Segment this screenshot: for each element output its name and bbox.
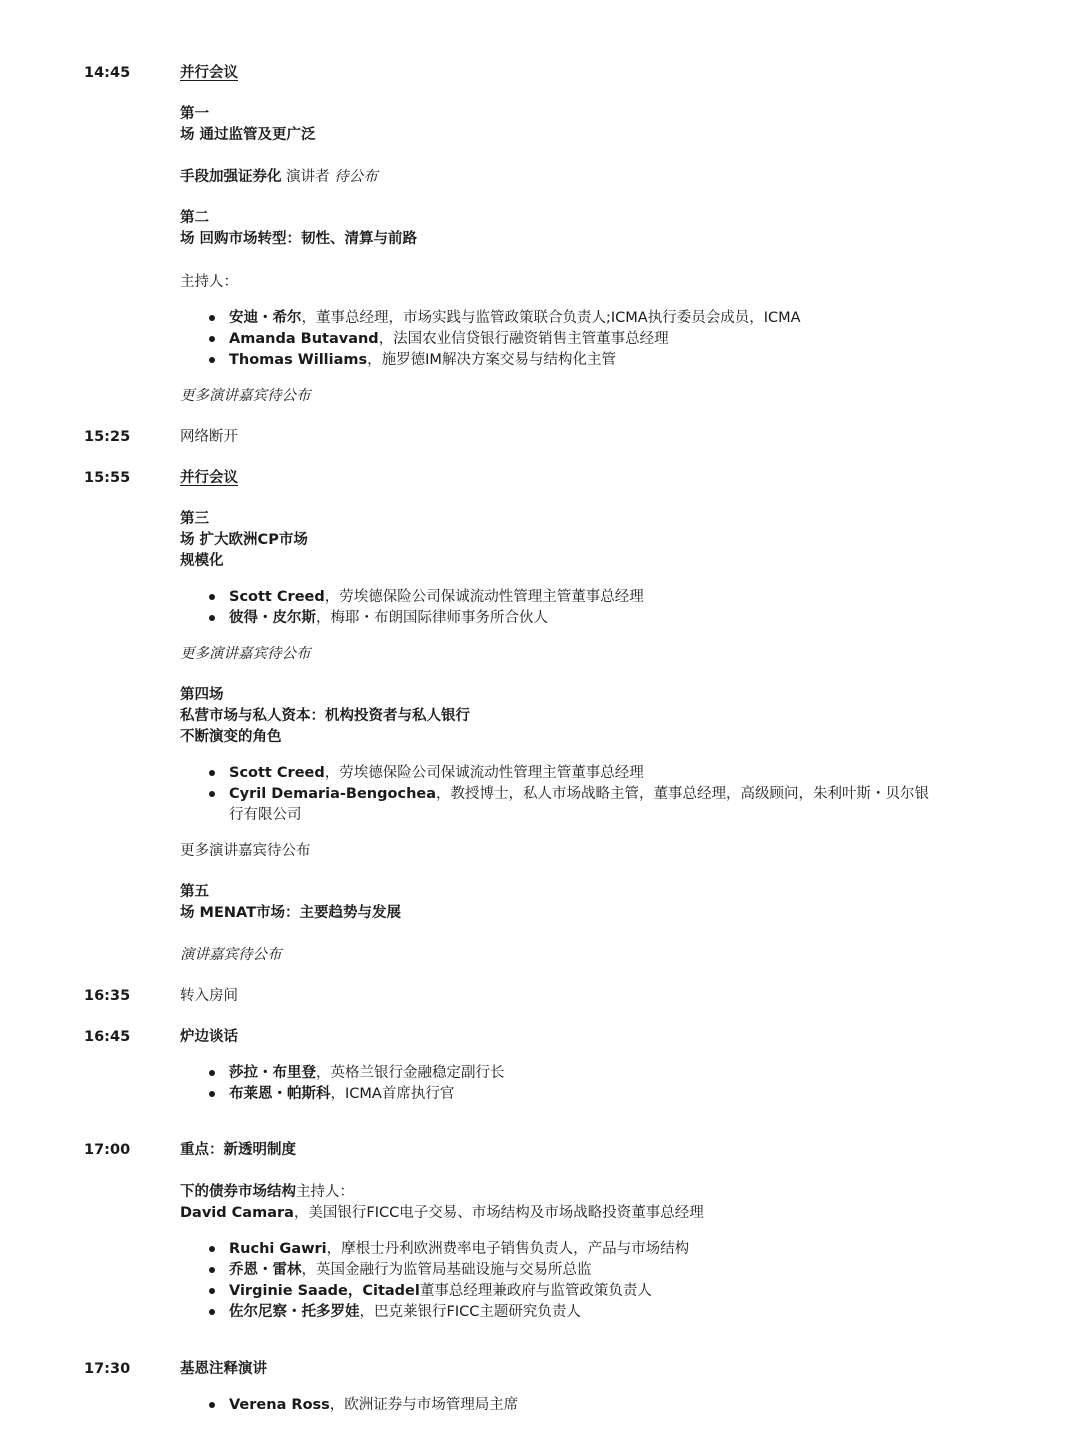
bullet xyxy=(209,615,215,621)
session-4-heading-line3: 不断演变的角色 xyxy=(180,729,282,745)
speaker-desc: ，巴克莱银行FICC主题研究负责人 xyxy=(359,1304,581,1320)
speaker-name: Scott Creed xyxy=(229,765,325,781)
focus-session-title: 重点：新透明制度 xyxy=(180,1142,296,1158)
speaker-desc: ，劳埃德保险公司保诚流动性管理主管董事总经理 xyxy=(324,765,644,781)
speaker-label: 演讲者 xyxy=(281,169,335,185)
session-5-heading-line1: 第五 xyxy=(180,884,209,900)
bullet xyxy=(209,1288,215,1294)
networking-break: 网络断开 xyxy=(180,429,238,445)
speaker-desc: ，ICMA首席执行官 xyxy=(330,1086,455,1102)
speaker-name: Virginie Saade，Citadel xyxy=(229,1283,420,1299)
speaker-name: 安迪・希尔 xyxy=(229,310,302,326)
session-2-heading-line2: 场 回购市场转型：韧性、清算与前路 xyxy=(180,231,418,247)
time-1635: 16:35 xyxy=(84,988,131,1004)
speaker-desc: ，欧洲证券与市场管理局主席 xyxy=(329,1397,519,1413)
bullet xyxy=(209,791,215,797)
speaker-name: Amanda Butavand xyxy=(229,331,379,347)
session-title-parallel-1: 并行会议 xyxy=(180,65,238,81)
session-1-topic: 手段加强证券化 xyxy=(180,169,282,185)
speaker-desc: ，英格兰银行金融稳定副行长 xyxy=(316,1065,505,1081)
speaker-item xyxy=(229,1239,689,1259)
more-speakers-note: 更多演讲嘉宾待公布 xyxy=(180,646,311,662)
host-desc: ，美国银行FICC电子交易、市场结构及市场战略投资董事总经理 xyxy=(293,1205,704,1221)
speaker-name: Scott Creed xyxy=(229,589,325,605)
time-1700: 17:00 xyxy=(84,1142,131,1158)
speaker-item xyxy=(229,350,616,370)
session-1-heading-line1: 第一 xyxy=(180,106,209,122)
speaker-desc: ，摩根士丹利欧洲费率电子销售负责人，产品与市场结构 xyxy=(326,1241,690,1257)
session-1-heading-line2: 场 通过监管及更广泛 xyxy=(180,127,316,143)
speaker-item xyxy=(229,1260,592,1280)
more-speakers-note: 更多演讲嘉宾待公布 xyxy=(180,843,311,859)
focus-session-line2 xyxy=(180,1182,354,1202)
time-1445: 14:45 xyxy=(84,65,131,81)
more-speakers-note: 更多演讲嘉宾待公布 xyxy=(180,388,311,404)
host-name: David Camara xyxy=(180,1205,294,1221)
bullet xyxy=(209,1402,215,1408)
session-3-heading-line3: 规模化 xyxy=(180,553,224,569)
speaker-item xyxy=(229,1084,454,1104)
speaker-name: 佐尔尼察・托多罗娃 xyxy=(229,1304,360,1320)
speaker-item xyxy=(229,587,644,607)
session-title-parallel-2: 并行会议 xyxy=(180,470,238,486)
session-4-heading-line1: 第四场 xyxy=(180,687,224,703)
bullet xyxy=(209,315,215,321)
speaker-item xyxy=(229,1395,518,1415)
speaker-desc: ，施罗德IM解决方案交易与结构化主管 xyxy=(367,352,616,368)
speaker-desc: 董事总经理兼政府与监管政策负责人 xyxy=(419,1283,652,1299)
room-transfer: 转入房间 xyxy=(180,988,238,1004)
time-1645: 16:45 xyxy=(84,1029,131,1045)
host-label: 主持人： xyxy=(296,1184,354,1200)
speaker-name: 乔恩・雷林 xyxy=(229,1262,302,1278)
bullet xyxy=(209,1246,215,1252)
bullet xyxy=(209,1309,215,1315)
speaker-item xyxy=(229,1063,505,1083)
bullet xyxy=(209,1091,215,1097)
host-line xyxy=(180,1203,704,1223)
speaker-item xyxy=(229,763,644,783)
speaker-item xyxy=(229,1302,581,1322)
session-3-heading-line1: 第三 xyxy=(180,511,209,527)
session-4-heading-line2: 私营市场与私人资本：机构投资者与私人银行 xyxy=(180,708,470,724)
speaker-desc: ，教授博士，私人市场战略主管，董事总经理，高级顾问，朱利叶斯・贝尔银 xyxy=(436,786,930,802)
fireside-chat-title: 炉边谈话 xyxy=(180,1029,238,1045)
session-5-heading-line2: 场 MENAT市场：主要趋势与发展 xyxy=(180,905,402,921)
speaker-desc: ，董事总经理，市场实践与监管政策联合负责人;ICMA执行委员会成员，ICMA xyxy=(301,310,801,326)
speaker-name: Verena Ross xyxy=(229,1397,330,1413)
speaker-item xyxy=(229,1281,652,1301)
keynote-title: 基恩注释演讲 xyxy=(180,1361,267,1377)
speaker-name: Ruchi Gawri xyxy=(229,1241,327,1257)
focus-session-topic: 下的债券市场结构 xyxy=(180,1184,296,1200)
tbd-note: 待公布 xyxy=(334,169,378,185)
session-2-heading-line1: 第二 xyxy=(180,210,209,226)
speaker-desc: ，英国金融行为监管局基础设施与交易所总监 xyxy=(301,1262,592,1278)
host-label: 主持人： xyxy=(180,274,238,290)
speaker-desc: ，法国农业信贷银行融资销售主管董事总经理 xyxy=(378,331,669,347)
time-1730: 17:30 xyxy=(84,1361,131,1377)
speaker-item xyxy=(229,308,801,328)
speaker-item xyxy=(229,608,548,628)
speaker-name: Cyril Demaria-Bengochea xyxy=(229,786,437,802)
bullet xyxy=(209,357,215,363)
speaker-name: 莎拉・布里登 xyxy=(229,1065,316,1081)
speaker-name: 彼得・皮尔斯 xyxy=(229,610,316,626)
speakers-tbd-note: 演讲嘉宾待公布 xyxy=(180,947,282,963)
bullet xyxy=(209,1070,215,1076)
time-1525: 15:25 xyxy=(84,429,131,445)
session-1-heading-line3 xyxy=(180,167,378,187)
session-3-heading-line2: 场 扩大欧洲CP市场 xyxy=(180,532,308,548)
speaker-desc: ，梅耶・布朗国际律师事务所合伙人 xyxy=(316,610,548,626)
time-1555: 15:55 xyxy=(84,470,131,486)
bullet xyxy=(209,770,215,776)
speaker-desc-continued: 行有限公司 xyxy=(229,807,302,823)
bullet xyxy=(209,336,215,342)
speaker-desc: ，劳埃德保险公司保诚流动性管理主管董事总经理 xyxy=(324,589,644,605)
speaker-name: Thomas Williams xyxy=(229,352,368,368)
speaker-name: 布莱恩・帕斯科 xyxy=(229,1086,331,1102)
speaker-item xyxy=(229,329,669,349)
bullet xyxy=(209,1267,215,1273)
speaker-item xyxy=(229,784,929,804)
bullet xyxy=(209,594,215,600)
